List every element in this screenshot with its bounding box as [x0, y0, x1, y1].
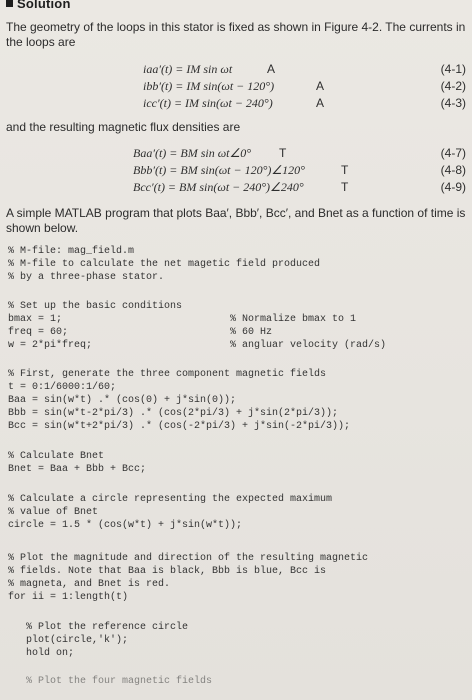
- code-line: Bcc = sin(w*t+2*pi/3) .* (cos(-2*pi/3) + j*sin(-2*pi/3));: [8, 421, 351, 432]
- equation-text: Baa′(t) = BM sin ωt∠0°: [133, 146, 252, 160]
- code-line: bmax = 1;: [8, 314, 63, 325]
- code-line: % magneta, and Bnet is red.: [8, 579, 171, 590]
- code-line: for ii = 1:length(t): [8, 592, 129, 603]
- code-line: % Calculate Bnet: [8, 451, 105, 462]
- equation-number: (4-7): [440, 146, 466, 160]
- equation-current-b: [143, 79, 325, 94]
- equation-unit: A: [316, 96, 325, 110]
- flux-intro-paragraph: and the resulting magnetic flux densities are: [6, 120, 241, 134]
- code-line: % M-file: mag_field.m: [8, 246, 135, 257]
- equation-flux-a: [133, 146, 287, 161]
- equation-number: (4-3): [440, 96, 466, 110]
- code-line: % Set up the basic conditions: [8, 301, 183, 312]
- equation-unit: A: [267, 62, 276, 76]
- code-line: Bnet = Baa + Bbb + Bcc;: [8, 464, 147, 475]
- code-line: % by a three-phase stator.: [8, 272, 165, 283]
- code-comment: % angluar velocity (rad/s): [230, 340, 387, 351]
- section-heading: [6, 0, 71, 11]
- code-line: % fields. Note that Baa is black, Bbb is blue, Bcc is: [8, 566, 327, 577]
- code-line: % M-file to calculate the net magetic field produced: [8, 259, 321, 270]
- code-line: % First, generate the three component magnetic fields: [8, 369, 327, 380]
- code-line: Bbb = sin(w*t-2*pi/3) .* (cos(2*pi/3) + j*sin(2*pi/3));: [8, 408, 339, 419]
- code-line: hold on;: [8, 648, 75, 659]
- code-comment: % 60 Hz: [230, 327, 273, 338]
- heading-bullet-icon: [6, 0, 13, 7]
- code-line: Baa = sin(w*t) .* (cos(0) + j*sin(0));: [8, 395, 237, 406]
- equation-number: (4-8): [440, 163, 466, 177]
- code-line: % Plot the four magnetic fields: [8, 676, 213, 687]
- equation-unit: T: [341, 163, 349, 177]
- code-comment: % Normalize bmax to 1: [230, 314, 357, 325]
- code-line: plot(circle,'k');: [8, 635, 129, 646]
- equation-text: ibb′(t) = IM sin(ωt − 120°): [143, 79, 275, 93]
- code-line: % Plot the reference circle: [8, 622, 189, 633]
- code-line: freq = 60;: [8, 327, 69, 338]
- code-line: circle = 1.5 * (cos(w*t) + j*sin(w*t));: [8, 520, 243, 531]
- code-line: % value of Bnet: [8, 507, 99, 518]
- equation-current-c: [143, 96, 325, 111]
- code-line: t = 0:1/6000:1/60;: [8, 382, 117, 393]
- equation-unit: T: [279, 146, 287, 160]
- matlab-intro-paragraph: A simple MATLAB program that plots Baa′, Bbb′, Bcc′, and Bnet as a function of time is shown below.: [6, 206, 466, 235]
- equation-number: (4-9): [440, 180, 466, 194]
- code-line: % Calculate a circle representing the expected maximum: [8, 494, 333, 505]
- equation-flux-c: [133, 180, 349, 195]
- equation-number: (4-2): [440, 79, 466, 93]
- equation-flux-b: [133, 163, 349, 178]
- intro-paragraph: The geometry of the loops in this stator is fixed as shown in Figure 4-2. The currents in the loops are: [6, 20, 466, 49]
- equation-unit: T: [341, 180, 349, 194]
- equation-current-a: [143, 62, 276, 77]
- code-line: w = 2*pi*freq;: [8, 340, 93, 351]
- equation-unit: A: [316, 79, 325, 93]
- equation-number: (4-1): [440, 62, 466, 76]
- equation-text: Bbb′(t) = BM sin(ωt − 120°)∠120°: [133, 163, 305, 177]
- code-line: % Plot the magnitude and direction of the resulting magnetic: [8, 553, 369, 564]
- equation-text: Bcc′(t) = BM sin(ωt − 240°)∠240°: [133, 180, 304, 194]
- equation-text: iaa′(t) = IM sin ωt: [143, 62, 233, 76]
- heading-text: Solution: [17, 0, 71, 11]
- equation-text: icc′(t) = IM sin(ωt − 240°): [143, 96, 273, 110]
